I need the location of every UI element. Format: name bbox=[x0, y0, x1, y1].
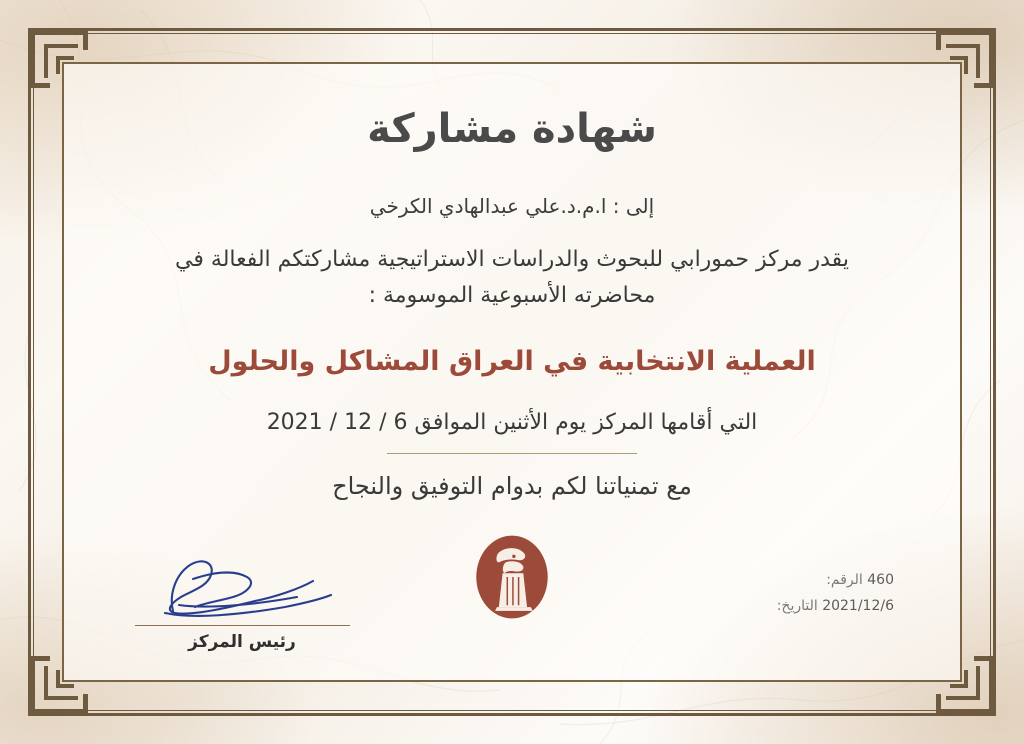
signature-label: رئيس المركز bbox=[188, 632, 296, 652]
meta-date-row bbox=[777, 593, 900, 620]
recipient-name: ا.م.د.علي عبدالهادي الكرخي bbox=[369, 194, 607, 218]
body-line-1: يقدر مركز حمورابي للبحوث والدراسات الاستراتيجية مشاركتكم الفعالة في bbox=[175, 247, 849, 272]
certificate-meta bbox=[777, 567, 900, 620]
lecture-title: العملية الانتخابية في العراق المشاكل والحلول bbox=[208, 345, 816, 377]
meta-number-row bbox=[777, 567, 900, 594]
meta-number-label: الرقم: bbox=[826, 571, 863, 588]
body-paragraph bbox=[80, 242, 944, 315]
signature-block bbox=[122, 549, 362, 652]
recipient-prefix: إلى : bbox=[612, 194, 655, 218]
body-line-2: محاضرته الأسبوعية الموسومة : bbox=[368, 283, 656, 309]
event-date-line: التي أقامها المركز يوم الأثنين الموافق 6 / 12 / 2021 bbox=[266, 410, 758, 436]
divider-rule bbox=[387, 453, 637, 454]
organization-emblem-icon bbox=[465, 530, 559, 624]
meta-date-label: التاريخ: bbox=[776, 598, 818, 615]
certificate-content bbox=[80, 78, 944, 666]
meta-number-value: 460 bbox=[867, 571, 894, 588]
recipient-line bbox=[80, 194, 944, 218]
certificate-footer bbox=[80, 528, 944, 658]
signature-icon bbox=[135, 549, 350, 623]
meta-date-value: 2021/12/6 bbox=[822, 598, 894, 615]
certificate-title: شهادة مشاركة bbox=[367, 106, 657, 152]
signature-line bbox=[135, 625, 350, 626]
closing-wishes: مع تمنياتنا لكم بدوام التوفيق والنجاح bbox=[332, 472, 692, 501]
